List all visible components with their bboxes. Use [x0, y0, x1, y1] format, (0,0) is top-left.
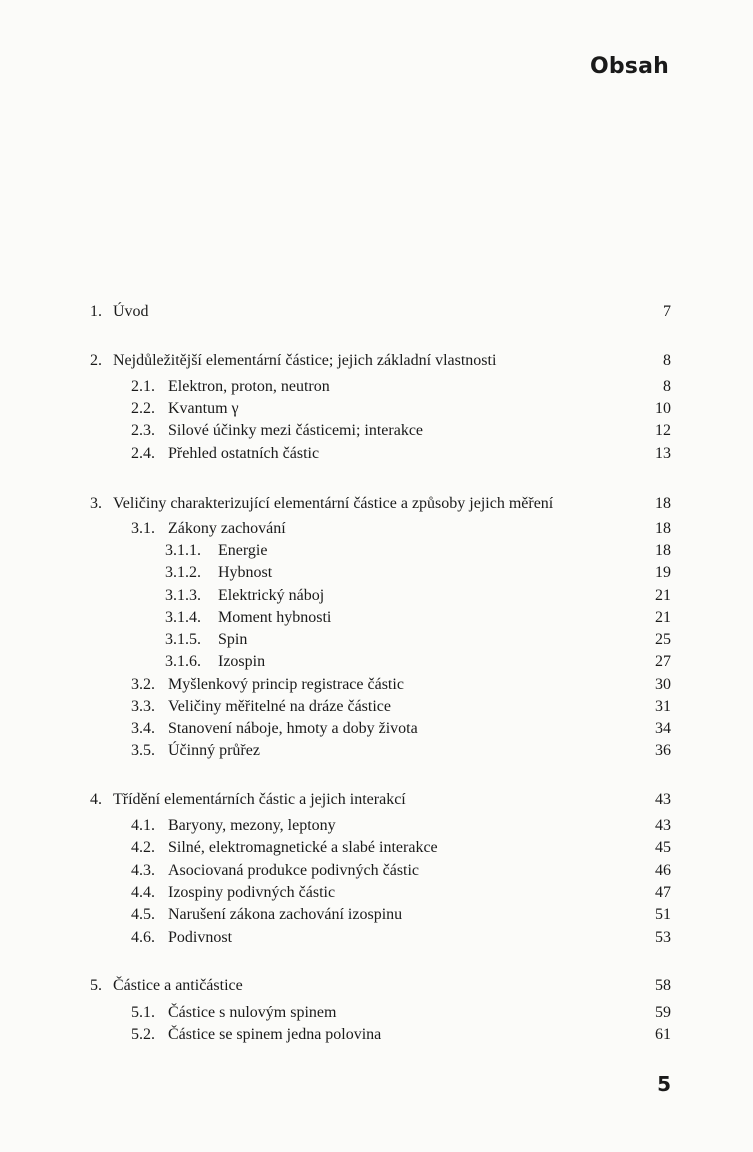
toc-entry-number: 4.2.	[131, 839, 155, 856]
toc-entry-title: Izospiny podivných částic	[168, 884, 336, 901]
toc-entry-page: 12	[655, 422, 671, 439]
toc-entry	[0, 651, 753, 673]
toc-entry-number: 3.1.3.	[165, 587, 201, 604]
toc-entry-number: 3.1.1.	[165, 542, 201, 559]
toc-entry-number: 4.5.	[131, 906, 155, 923]
toc-entry	[0, 301, 753, 323]
toc-entry	[0, 740, 753, 762]
toc-entry	[0, 860, 753, 882]
toc-entry-title: Podivnost	[168, 929, 233, 946]
toc-entry-number: 2.1.	[131, 378, 155, 395]
toc-entry-page: 53	[655, 929, 671, 946]
toc-entry-number: 2.2.	[131, 400, 155, 417]
toc-entry-title: Zákony zachování	[168, 520, 286, 537]
toc-entry-page: 18	[655, 520, 671, 537]
page-title: Obsah	[589, 54, 669, 79]
toc-entry-number: 3.1.2.	[165, 564, 201, 581]
toc-entry-page: 46	[655, 862, 671, 879]
toc-entry-page: 25	[655, 631, 671, 648]
toc-entry-title: Moment hybnosti	[218, 609, 332, 626]
toc-entry-number: 4.	[90, 791, 102, 808]
toc-entry-title: Částice se spinem jedna polovina	[168, 1026, 382, 1043]
toc-entry-number: 3.5.	[131, 742, 155, 759]
toc-entry	[0, 443, 753, 465]
toc-entry-title: Účinný průřez	[168, 742, 260, 759]
toc-entry	[0, 1002, 753, 1024]
toc-entry-page: 51	[655, 906, 671, 923]
toc-entry-number: 5.	[90, 977, 102, 994]
toc-entry-page: 59	[655, 1004, 671, 1021]
toc-entry	[0, 562, 753, 584]
toc-entry-number: 3.4.	[131, 720, 155, 737]
toc-entry-page: 31	[655, 698, 671, 715]
toc-entry-number: 5.1.	[131, 1004, 155, 1021]
toc-entry	[0, 398, 753, 420]
toc-entry-page: 27	[655, 653, 671, 670]
toc-entry-number: 3.1.	[131, 520, 155, 537]
toc-entry-page: 19	[655, 564, 671, 581]
toc-entry-number: 1.	[90, 303, 102, 320]
toc-entry-number: 3.1.4.	[165, 609, 201, 626]
toc-entry-title: Úvod	[113, 303, 149, 320]
toc-entry	[0, 376, 753, 398]
toc-entry-page: 18	[655, 542, 671, 559]
toc-entry-page: 58	[655, 977, 671, 994]
toc-entry-title: Veličiny měřitelné na dráze částice	[168, 698, 391, 715]
toc-entry	[0, 789, 753, 811]
toc-entry-page: 13	[655, 445, 671, 462]
toc-entry-number: 4.6.	[131, 929, 155, 946]
toc-entry-title: Energie	[218, 542, 268, 559]
toc-entry	[0, 837, 753, 859]
toc-entry-title: Izospin	[218, 653, 266, 670]
toc-entry	[0, 420, 753, 442]
toc-entry	[0, 1024, 753, 1046]
toc-entry-title: Kvantum γ	[168, 400, 239, 417]
toc-entry-title: Třídění elementárních částic a jejich interakcí	[113, 791, 406, 808]
toc-entry-page: 30	[655, 676, 671, 693]
toc-entry-number: 2.3.	[131, 422, 155, 439]
toc-entry-page: 10	[655, 400, 671, 417]
toc-entry-number: 3.1.5.	[165, 631, 201, 648]
toc-entry-page: 21	[655, 587, 671, 604]
toc-entry-title: Částice s nulovým spinem	[168, 1004, 337, 1021]
toc-entry-page: 61	[655, 1026, 671, 1043]
toc-entry-page: 47	[655, 884, 671, 901]
toc-entry-title: Elektrický náboj	[218, 587, 325, 604]
toc-entry-page: 43	[655, 817, 671, 834]
toc-entry-title: Nejdůležitější elementární částice; jejich základní vlastnosti	[113, 352, 497, 369]
toc-entry-number: 3.3.	[131, 698, 155, 715]
toc-entry	[0, 882, 753, 904]
toc-entry-number: 3.2.	[131, 676, 155, 693]
toc-entry	[0, 540, 753, 562]
toc-entry-number: 4.1.	[131, 817, 155, 834]
toc-entry-number: 2.4.	[131, 445, 155, 462]
toc-entry-number: 4.4.	[131, 884, 155, 901]
toc-entry	[0, 815, 753, 837]
toc-entry-title: Stanovení náboje, hmoty a doby života	[168, 720, 418, 737]
toc-entry-number: 3.1.6.	[165, 653, 201, 670]
toc-entry-page: 18	[655, 495, 671, 512]
toc-entry	[0, 674, 753, 696]
toc-entry-title: Přehled ostatních částic	[168, 445, 320, 462]
toc-entry	[0, 350, 753, 372]
toc-entry-page: 43	[655, 791, 671, 808]
toc-entry-number: 5.2.	[131, 1026, 155, 1043]
toc-entry-page: 7	[663, 303, 671, 320]
toc-entry-title: Narušení zákona zachování izospinu	[168, 906, 403, 923]
toc-entry-title: Částice a antičástice	[113, 977, 243, 994]
toc-entry-title: Hybnost	[218, 564, 273, 581]
toc-entry-page: 8	[663, 378, 671, 395]
toc-entry	[0, 607, 753, 629]
toc-entry	[0, 927, 753, 949]
toc-entry-page: 8	[663, 352, 671, 369]
toc-entry-title: Spin	[218, 631, 248, 648]
page-number: 5	[657, 1072, 671, 1096]
toc-entry-title: Asociovaná produkce podivných částic	[168, 862, 420, 879]
toc-entry-page: 34	[655, 720, 671, 737]
toc-entry	[0, 904, 753, 926]
toc-entry	[0, 518, 753, 540]
toc-entry	[0, 696, 753, 718]
toc-entry-number: 4.3.	[131, 862, 155, 879]
toc-entry-number: 3.	[90, 495, 102, 512]
toc-entry-title: Silné, elektromagnetické a slabé interakce	[168, 839, 438, 856]
toc-entry-page: 36	[655, 742, 671, 759]
toc-entry	[0, 585, 753, 607]
toc-entry	[0, 718, 753, 740]
toc-entry-page: 45	[655, 839, 671, 856]
toc-entry	[0, 629, 753, 651]
toc-entry-number: 2.	[90, 352, 102, 369]
toc-entry-title: Elektron, proton, neutron	[168, 378, 330, 395]
toc-entry	[0, 975, 753, 997]
toc-entry-title: Baryony, mezony, leptony	[168, 817, 336, 834]
toc-entry-title: Silové účinky mezi částicemi; interakce	[168, 422, 424, 439]
toc-entry-page: 21	[655, 609, 671, 626]
toc-entry-title: Veličiny charakterizující elementární částice a způsoby jejich měření	[113, 495, 554, 512]
toc-entry-title: Myšlenkový princip registrace částic	[168, 676, 404, 693]
toc-entry	[0, 493, 753, 515]
